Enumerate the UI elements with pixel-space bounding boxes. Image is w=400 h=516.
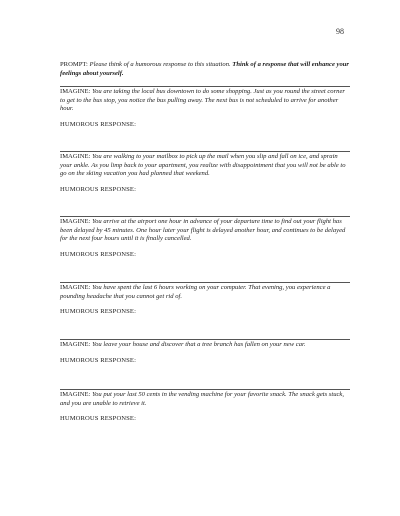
scenario-block: [60, 151, 350, 194]
response-label: HUMOROUS RESPONSE:: [60, 120, 136, 128]
response-label: HUMOROUS RESPONSE:: [60, 415, 136, 423]
imagine-label: IMAGINE:: [60, 284, 91, 291]
scenario-text: You put your last 50 cents in the vending machine for your favorite snack. The snack gets stuck, and you are unable to retrieve it.: [60, 391, 344, 407]
prompt-paragraph: [60, 61, 350, 78]
divider-line: [60, 86, 350, 87]
divider-line: [60, 339, 350, 340]
imagine-paragraph: [60, 284, 350, 301]
prompt-emphasis: Think of a response that will enhance your feelings about yourself.: [60, 61, 349, 77]
divider-line: [60, 151, 350, 152]
response-label: HUMOROUS RESPONSE:: [60, 185, 136, 193]
imagine-paragraph: [60, 391, 350, 408]
prompt-instruction: Please think of a humorous response to this situation.: [89, 61, 231, 68]
imagine-paragraph: [60, 341, 350, 350]
imagine-label: IMAGINE:: [60, 341, 91, 348]
page-number: 98: [336, 27, 344, 36]
response-label: HUMOROUS RESPONSE:: [60, 308, 136, 316]
scenario-block: [60, 282, 350, 316]
imagine-paragraph: [60, 88, 350, 114]
divider-line: [60, 216, 350, 217]
imagine-paragraph: [60, 218, 350, 244]
imagine-label: IMAGINE:: [60, 88, 91, 95]
imagine-label: IMAGINE:: [60, 391, 91, 398]
scenario-block: [60, 389, 350, 423]
imagine-label: IMAGINE:: [60, 218, 91, 225]
response-label: HUMOROUS RESPONSE:: [60, 356, 136, 364]
scenario-text: You have spent the last 6 hours working on your computer. That evening, you experience a pounding headache that you cannot get rid of.: [60, 284, 331, 300]
response-label: HUMOROUS RESPONSE:: [60, 250, 136, 258]
prompt-lead: PROMPT:: [60, 61, 88, 68]
scenario-text: You are taking the local bus downtown to do some shopping. Just as you round the street corner to get to the bus stop, you notice the bus pulling away. The next bus is not scheduled to arrive for another hour.: [60, 88, 345, 113]
imagine-label: IMAGINE:: [60, 153, 91, 160]
scenario-text: You leave your house and discover that a tree branch has fallen on your new car.: [92, 341, 306, 348]
scenario-text: You arrive at the airport one hour in advance of your departure time to find out your flight has been delayed by 45 minutes. One hour later your flight is delayed another hour, and continues to be delayed for the next four hours until it is finally cancelled.: [60, 218, 346, 243]
imagine-paragraph: [60, 153, 350, 179]
scenario-block: [60, 339, 350, 365]
divider-line: [60, 282, 350, 283]
scenario-block: [60, 86, 350, 129]
scenario-block: [60, 216, 350, 259]
scenario-text: You are walking to your mailbox to pick up the mail when you slip and fall on ice, and sprain your ankle. As you limp back to your apartment, you realize with disappointment that you will not be able to go on the skiing vacation you had planned that weekend.: [60, 153, 346, 178]
divider-line: [60, 389, 350, 390]
